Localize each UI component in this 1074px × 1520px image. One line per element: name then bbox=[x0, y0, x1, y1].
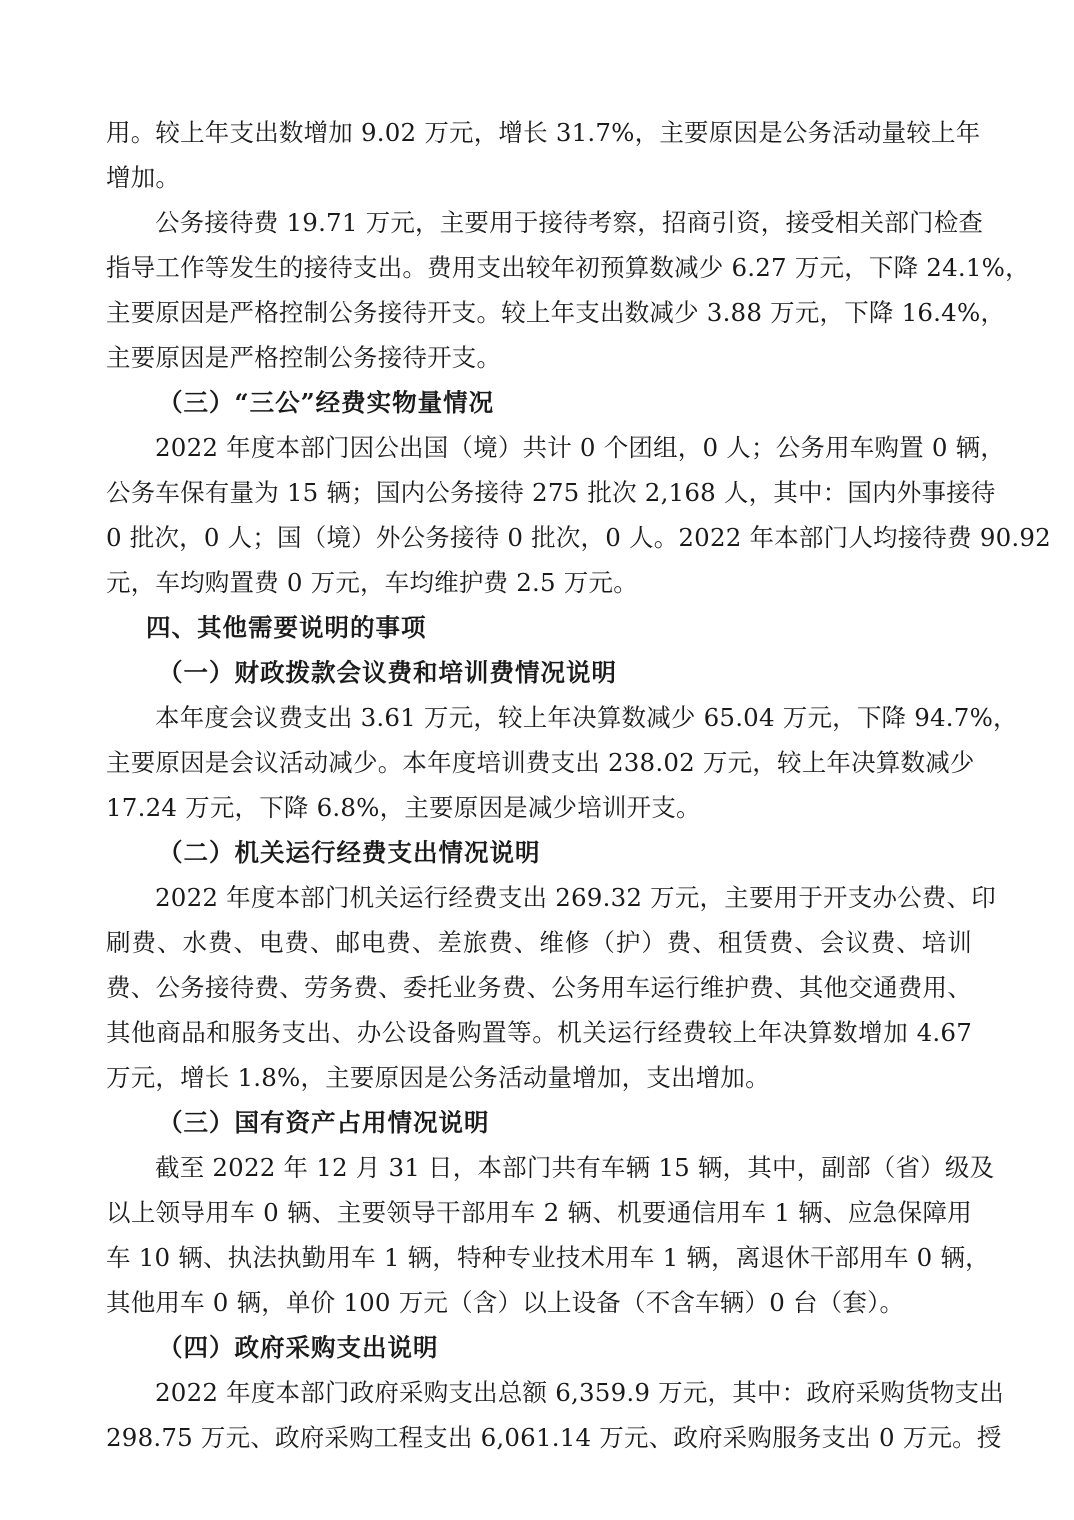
paragraph-line: 元，车均购置费 0 万元，车均维护费 2.5 万元。 bbox=[106, 568, 638, 597]
paragraph-line: 主要原因是严格控制公务接待开支。 bbox=[106, 343, 502, 372]
section-heading: （二）机关运行经费支出情况说明 bbox=[158, 838, 541, 867]
paragraph-line: 2022 年度本部门因公出国（境）共计 0 个团组，0 人；公务用车购置 0 辆， bbox=[155, 433, 1006, 462]
paragraph-line: 公务接待费 19.71 万元，主要用于接待考察，招商引资，接受相关部门检查 bbox=[155, 208, 984, 237]
paragraph-line: 17.24 万元，下降 6.8%，主要原因是减少培训开支。 bbox=[106, 793, 701, 822]
paragraph-line: 费、公务接待费、劳务费、委托业务费、公务用车运行维护费、其他交通费用、 bbox=[106, 973, 972, 1002]
paragraph-line: 公务车保有量为 15 辆；国内公务接待 275 批次 2,168 人，其中：国内外事接待 bbox=[106, 478, 996, 507]
paragraph-line: 用。较上年支出数增加 9.02 万元，增长 31.7%，主要原因是公务活动量较上年 bbox=[106, 118, 981, 147]
paragraph-line: 以上领导用车 0 辆、主要领导干部用车 2 辆、机要通信用车 1 辆、应急保障用 bbox=[106, 1198, 972, 1227]
paragraph-line: 本年度会议费支出 3.61 万元，较上年决算数减少 65.04 万元，下降 94.7%， bbox=[155, 703, 1018, 732]
paragraph-line: 其他商品和服务支出、办公设备购置等。机关运行经费较上年决算数增加 4.67 bbox=[106, 1018, 972, 1047]
paragraph-line: 2022 年度本部门机关运行经费支出 269.32 万元，主要用于开支办公费、印 bbox=[155, 883, 996, 912]
paragraph-line: 增加。 bbox=[106, 163, 181, 192]
document-page bbox=[106, 110, 1051, 1460]
section-heading: （四）政府采购支出说明 bbox=[158, 1333, 439, 1362]
section-heading: （三）“三公”经费实物量情况 bbox=[158, 388, 495, 417]
paragraph-line: 0 批次，0 人；国（境）外公务接待 0 批次，0 人。2022 年本部门人均接待费 90.92 bbox=[106, 523, 1051, 552]
section-heading: （三）国有资产占用情况说明 bbox=[158, 1108, 490, 1137]
paragraph-line: 万元，增长 1.8%，主要原因是公务活动量增加，支出增加。 bbox=[106, 1063, 770, 1092]
paragraph-line: 298.75 万元、政府采购工程支出 6,061.14 万元、政府采购服务支出 0 万元。授 bbox=[106, 1423, 1002, 1452]
paragraph-line: 指导工作等发生的接待支出。费用支出较年初预算数减少 6.27 万元，下降 24.1%， bbox=[106, 253, 1030, 282]
paragraph-line: 其他用车 0 辆，单价 100 万元（含）以上设备（不含车辆）0 台（套）。 bbox=[106, 1288, 905, 1317]
section-heading: （一）财政拨款会议费和培训费情况说明 bbox=[158, 658, 617, 687]
paragraph-line: 2022 年度本部门政府采购支出总额 6,359.9 万元，其中：政府采购货物支出 bbox=[155, 1378, 1004, 1407]
paragraph-line: 主要原因是严格控制公务接待开支。较上年支出数减少 3.88 万元，下降 16.4%， bbox=[106, 298, 1006, 327]
paragraph-line: 截至 2022 年 12 月 31 日，本部门共有车辆 15 辆，其中，副部（省）级及 bbox=[155, 1153, 995, 1182]
section-heading: 四、其他需要说明的事项 bbox=[146, 613, 427, 642]
paragraph-line: 主要原因是会议活动减少。本年度培训费支出 238.02 万元，较上年决算数减少 bbox=[106, 748, 975, 777]
paragraph-line: 刷费、水费、电费、邮电费、差旅费、维修（护）费、租赁费、会议费、培训 bbox=[106, 928, 972, 957]
paragraph-line: 车 10 辆、执法执勤用车 1 辆，特种专业技术用车 1 辆，离退休干部用车 0 辆， bbox=[106, 1243, 990, 1272]
